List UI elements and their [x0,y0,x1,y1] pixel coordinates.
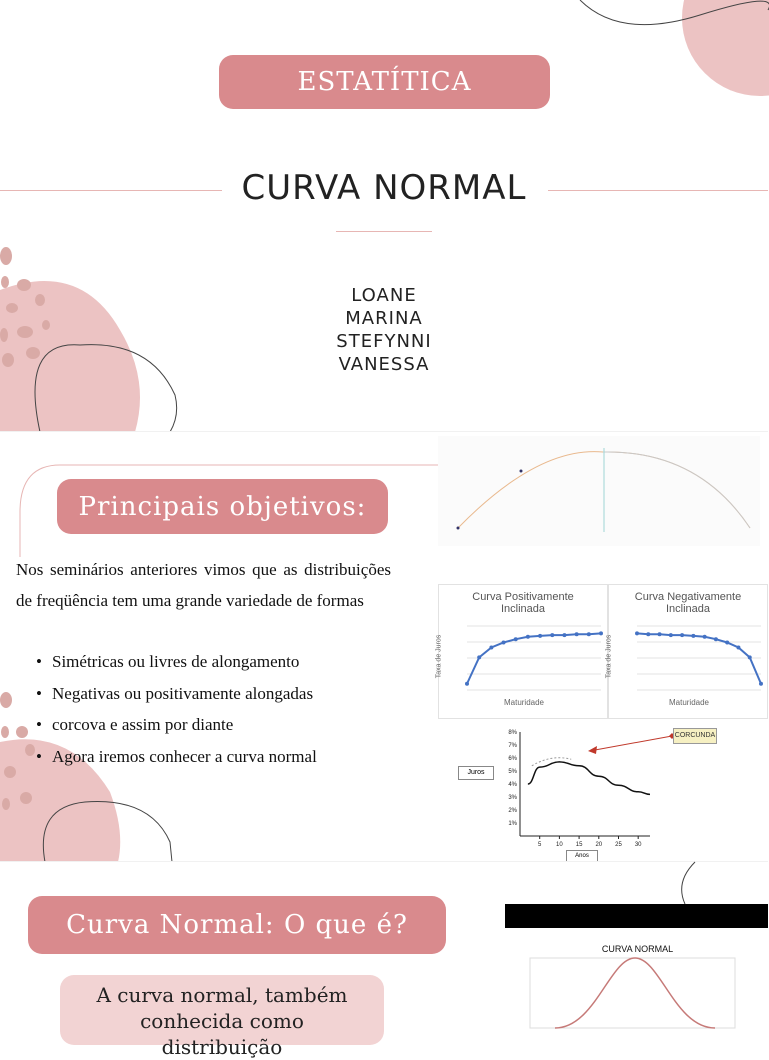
chart-negative [605,584,768,719]
section-pill [57,479,388,534]
author-name: LOANE [351,285,417,306]
chart-title-line1: Curva Positivamente [472,591,574,603]
x-tick-label: 10 [556,842,563,848]
data-point [550,633,554,637]
author-name: STEFYNNI [336,331,432,352]
data-point [635,631,639,635]
data-point [575,632,579,636]
section-pill [28,896,446,954]
chart-xlabel: Maturidade [668,698,710,707]
author-name: MARINA [345,308,423,329]
y-tick-label: 6% [508,756,517,762]
bullet-list [36,646,317,772]
y-tick-label: 2% [508,808,517,814]
y-tick-label: 5% [508,769,517,775]
black-bar [505,904,768,928]
section-label: Principais objetivos: [78,491,367,522]
data-point [526,635,530,639]
intro-paragraph: Nos seminários anteriores vimos que as distribuições de freqüência tem uma grande variedade de formas [16,560,391,610]
list-item: • Simétricas ou livres de alongamento [36,646,317,678]
data-point [514,637,518,641]
chart-title-line1: Curva Negativamente [634,591,742,603]
data-point [669,633,673,637]
series-line [467,633,601,683]
y-tick-label: 1% [508,821,517,827]
definition-box [60,975,384,1059]
chart-ylabel: Taxa de Juros [605,634,613,679]
list-item: • Agora iremos conhecer a curva normal [36,741,317,773]
definition-text: A curva normal, também conhecida como distribuição [96,983,348,1059]
chart-hump-plot [450,722,768,862]
hump-callout: CORCUNDA [673,728,717,744]
data-point [465,682,469,686]
chart-title-line2: Inclinada [665,603,711,615]
slide-cover [0,0,768,432]
normal-curve-line [555,958,715,1028]
arc-image [438,436,760,546]
chart-xlabel: Maturidade [503,698,545,707]
hump-xlabel: Anos [566,850,598,862]
callout-arrow-head [588,746,597,754]
data-point [759,682,763,686]
y-tick-label: 8% [508,730,517,736]
x-tick-label: 15 [575,842,583,848]
hump-ylabel: Juros [458,766,494,780]
title-underline [336,231,432,232]
author-name: VANESSA [338,354,430,375]
list-item: • corcova e assim por diante [36,709,317,741]
y-tick-label: 7% [508,743,517,749]
slide-objectives [0,432,768,862]
y-tick-label: 4% [508,782,517,788]
y-tick-label: 3% [508,795,517,801]
callout-arrow-line [595,736,672,750]
section-label: Curva Normal: O que é? [66,910,408,940]
header-label: ESTATÍTICA [297,67,472,97]
x-tick-label: 30 [634,842,642,848]
header-pill [219,55,550,109]
data-point [562,633,566,637]
x-tick-label: 20 [595,842,603,848]
data-point [691,634,695,638]
x-tick-label: 5 [538,842,542,848]
x-tick-label: 25 [615,842,622,848]
data-point [680,633,684,637]
chart-positive [435,584,608,719]
normal-chart [515,938,768,1024]
series-line [637,633,761,683]
data-point [714,637,718,641]
author-names [0,284,768,376]
slide-definition [0,862,768,1059]
data-point [646,632,650,636]
arc-curve [438,436,760,546]
chart-ylabel: Taxa de Juros [435,634,443,679]
hump-highlight [532,758,571,766]
data-point [748,655,752,659]
data-point [587,632,591,636]
data-point [599,631,603,635]
data-point [477,655,481,659]
chart-title-line2: Inclinada [500,603,546,615]
list-item: • Negativas ou positivamente alongadas [36,678,317,710]
data-point [658,632,662,636]
data-point [502,641,506,645]
normal-chart-title: CURVA NORMAL [601,944,674,954]
data-point [736,645,740,649]
data-point [538,634,542,638]
chart-hump [450,722,768,862]
data-point [725,641,729,645]
data-point [703,635,707,639]
data-point [489,645,493,649]
hump-curve [528,762,650,795]
page-title: CURVA NORMAL [241,168,527,208]
